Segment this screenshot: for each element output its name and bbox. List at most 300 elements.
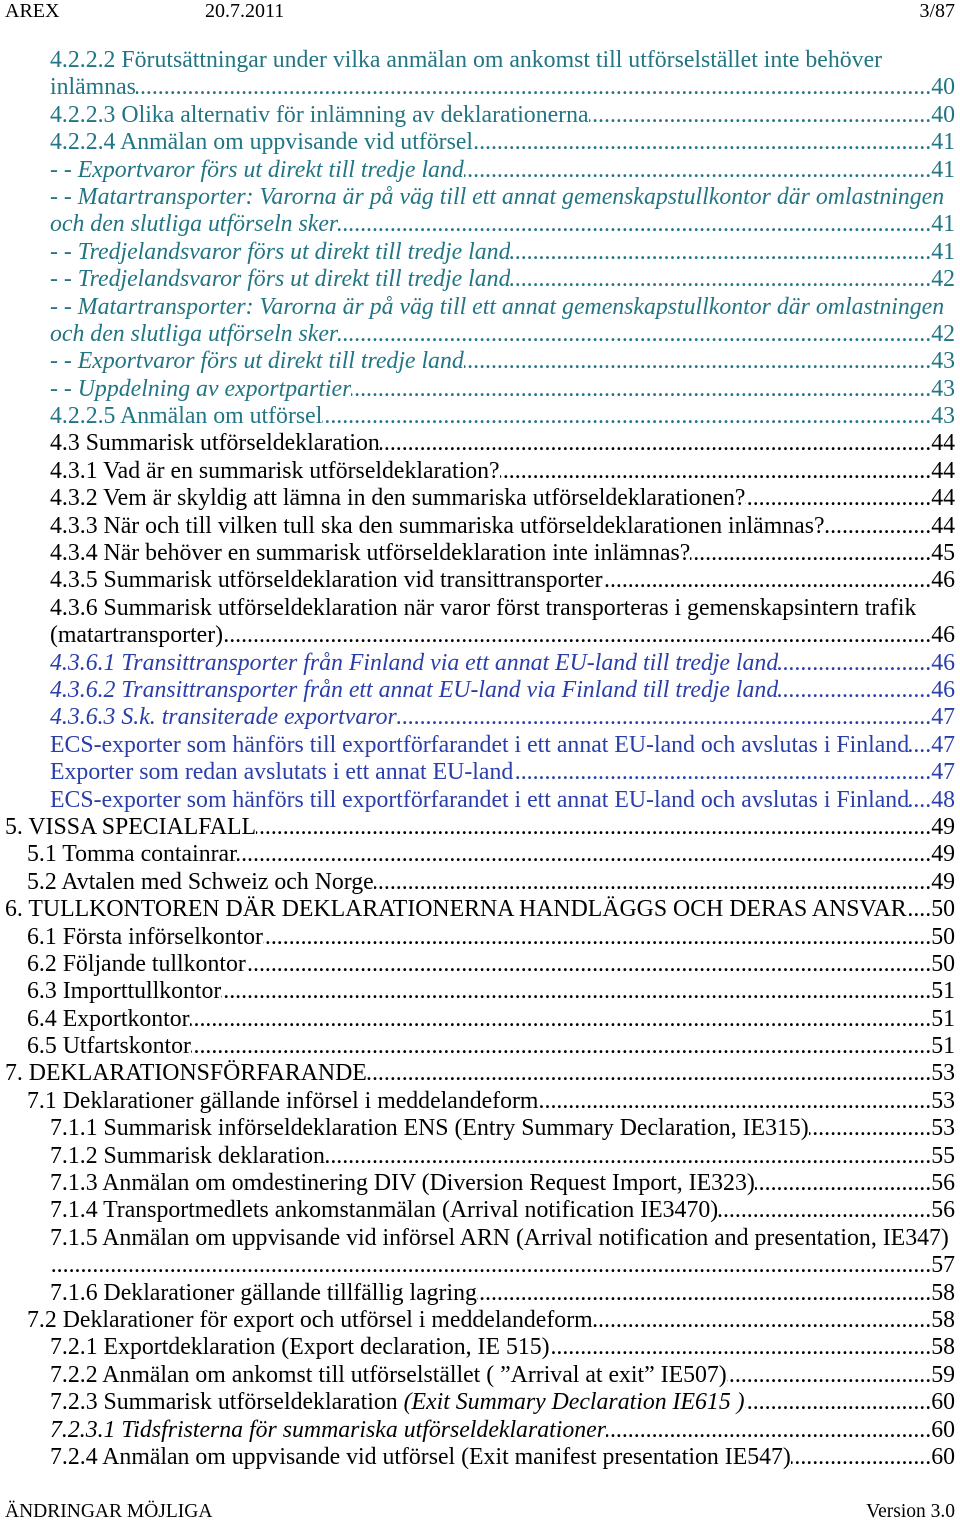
toc-entry-text [27,869,374,896]
toc-entry-line [50,567,955,594]
toc-entry[interactable] [0,430,960,457]
toc-entry-text [50,403,322,430]
toc-leader-dots [351,376,931,403]
toc-page-number: 55 [931,1142,955,1169]
toc-leader-dots [745,1389,932,1416]
toc-entry-title: 7.2.4 Anmälan om uppvisande vid utförsel (Exit manifest presentation IE547) [50,1443,791,1470]
toc-page-number: 41 [931,211,955,238]
toc-leader-dots [538,1088,931,1115]
toc-leader-dots [338,321,931,348]
toc-page-number: 41 [931,129,955,156]
toc-entry[interactable] [0,129,960,156]
toc-entry-title: 6.4 Exportkontor [27,1005,190,1032]
toc-entry-line [50,1444,955,1471]
toc-entry-line [50,513,955,540]
toc-entry-line [50,348,955,375]
toc-entry-title: 7.1.2 Summarisk deklaration [50,1142,325,1169]
toc-page-number: 43 [931,375,955,402]
toc-leader-dots [745,485,931,512]
toc-entry-line [50,1225,955,1252]
toc-entry-title: 4.2.2.3 Olika alternativ för inlämning av deklarationerna [50,101,589,128]
toc-entry-text [50,759,513,786]
toc-entry[interactable] [0,540,960,567]
toc-leader-dots [593,1307,932,1334]
toc-entry-title: 4.2.2.5 Anmälan om utförsel [50,403,323,430]
toc-entry[interactable] [0,1389,960,1416]
toc-entry-title: 7.2.3 Summarisk utförseldeklaration [50,1389,398,1416]
toc-leader-dots [510,266,931,293]
toc-leader-dots [223,622,931,649]
toc-leader-dots [374,869,931,896]
toc-entry-line [50,1334,955,1361]
toc-entry-text [50,677,778,704]
toc-leader-dots [718,1197,931,1224]
toc-entry[interactable] [0,157,960,184]
toc-entry-text [50,567,603,594]
toc-entry-title: - - Uppdelning av exportpartier [50,375,352,402]
toc-entry-line [50,458,955,485]
toc-leader-dots [246,951,931,978]
toc-entry-title: 7.2 Deklarationer för export och utförsel i meddelandeform [27,1306,593,1333]
toc-entry-title: 4.3.5 Summarisk utförseldeklaration vid transittransporter [50,567,603,594]
toc-leader-dots [755,1170,931,1197]
toc-entry-title: - - Matartransporter: Varorna är på väg till ett annat gemenskapstullkontor där omlastningen [50,183,945,210]
toc-leader-dots [589,102,932,129]
toc-entry-title: 4.2.2.4 Anmälan om uppvisande vid utförsel [50,129,473,156]
toc-entry[interactable] [0,294,960,349]
toc-entry-line [50,184,955,211]
toc-entry-text [50,540,690,567]
toc-entry[interactable] [0,759,960,786]
toc-entry-text [50,1225,949,1252]
toc-entry-text [50,1362,727,1389]
toc-entry-line [50,1143,955,1170]
toc-page-number: 46 [931,649,955,676]
toc-entry-text [50,47,882,74]
toc-entry-text [50,1444,791,1471]
toc-page-number: 49 [931,841,955,868]
toc-page-number: 45 [931,540,955,567]
toc-entry[interactable] [0,732,960,759]
toc-entry-title: 6.1 Första införselkontor [27,923,263,950]
toc-entry[interactable] [0,102,960,129]
toc-entry[interactable] [0,567,960,594]
toc-entry-title: (matartransporter) [50,622,224,649]
toc-leader-dots [338,211,931,238]
toc-page-number: 44 [931,457,955,484]
document-header-page-number: 3/87 [919,0,955,22]
toc-entry-text [50,787,909,814]
toc-entry-line [50,403,955,430]
toc-page-number: 56 [931,1197,955,1224]
toc-entry-text [50,430,380,457]
toc-entry-title: - - Tredjelandsvaror förs ut direkt till tredje land [50,266,511,293]
toc-entry-line [50,540,955,567]
toc-page-number: 60 [931,1389,955,1416]
toc-entry[interactable] [0,348,960,375]
toc-entry-text [50,1280,477,1307]
toc-leader-dots [778,677,931,704]
toc-page-number: 51 [931,1033,955,1060]
toc-entry-title: 7.1.4 Transportmedlets ankomstanmälan (Arrival notification IE3470) [50,1197,719,1224]
toc-entry-title: 7.2.2 Anmälan om ankomst till utförselstället ( ”Arrival at exit” IE507) [50,1361,727,1388]
toc-page-number: 41 [931,238,955,265]
toc-entry-text [50,1417,606,1444]
toc-page-number: 42 [931,320,955,347]
toc-entry-text [50,622,223,649]
toc-leader-dots [221,978,931,1005]
toc-entry-line [5,1060,955,1087]
toc-entry[interactable] [0,47,960,102]
toc-entry[interactable] [0,485,960,512]
toc-entry-title: 4.3.2 Vem är skyldig att lämna in den summariska utförseldeklarationen? [50,485,746,512]
toc-page-number: 50 [931,923,955,950]
toc-entry-title: 7. DEKLARATIONSFÖRFARANDE [5,1060,367,1087]
toc-page-number: 47 [931,759,955,786]
toc-entry-text [50,211,338,238]
toc-entry-line [50,485,955,512]
toc-page-number: 47 [931,731,955,758]
toc-entry-text [50,1115,809,1142]
toc-leader-dots [397,704,931,731]
toc-leader-dots [606,1417,931,1444]
toc-entry-title: 6.3 Importtullkontor [27,978,222,1005]
toc-entry-line [5,814,955,841]
toc-entry[interactable] [0,677,960,704]
toc-page-number: 57 [931,1252,955,1279]
toc-entry[interactable] [0,704,960,731]
toc-entry-text [5,896,907,923]
toc-entry-text [27,924,263,951]
toc-leader-dots [690,540,931,567]
toc-leader-dots [603,567,932,594]
toc-leader-dots [50,1252,931,1279]
toc-entry[interactable] [0,1307,960,1334]
toc-entry-line [50,376,955,403]
toc-entry-title: 7.2.1 Exportdeklaration (Export declaration, IE 515) [50,1334,550,1361]
toc-page-number: 49 [931,868,955,895]
toc-entry-text [50,1334,550,1361]
toc-entry[interactable] [0,1033,960,1060]
toc-entry[interactable] [0,787,960,814]
toc-leader-dots [550,1334,932,1361]
toc-entry-line [50,595,955,622]
toc-page-number: 58 [931,1306,955,1333]
toc-entry-line [50,677,955,704]
toc-entry[interactable] [0,869,960,896]
toc-entry-text [50,294,944,321]
toc-entry-title: 4.3.6.3 S.k. transiterade exportvaror [50,704,397,731]
toc-entry-title: 7.1.6 Deklarationer gällande tillfällig lagring [50,1279,477,1306]
toc-entry-title: - - Exportvaror förs ut direkt till tredje land [50,156,464,183]
toc-entry-title: 5. VISSA SPECIALFALL [5,813,257,840]
toc-page-number: 53 [931,1060,955,1087]
toc-page-number: 46 [931,567,955,594]
toc-page-number: 53 [931,1115,955,1142]
toc-entry-line [27,869,955,896]
toc-entry[interactable] [0,184,960,239]
toc-entry-title: 4.3.4 När behöver en summarisk utförseldeklaration inte inlämnas? [50,540,691,567]
toc-entry-text [50,732,909,759]
toc-entry[interactable] [0,924,960,951]
toc-entry-text [50,184,944,211]
toc-leader-dots [909,787,931,814]
toc-entry-line [50,102,955,129]
toc-entry[interactable] [0,1170,960,1197]
toc-leader-dots [256,814,931,841]
toc-entry-text [50,376,351,403]
toc-page-number: 51 [931,978,955,1005]
toc-page-number: 58 [931,1279,955,1306]
toc-entry[interactable] [0,595,960,650]
toc-entry-continuation-line [50,1252,955,1279]
toc-page-number: 50 [931,896,955,923]
toc-entry-line [27,1307,955,1334]
toc-leader-dots [513,759,931,786]
toc-entry-text [50,266,510,293]
toc-entry-text [50,157,464,184]
toc-entry-line [50,1362,955,1389]
toc-entry[interactable] [0,239,960,266]
toc-entry-text [50,102,589,129]
toc-leader-dots [510,239,931,266]
toc-entry-text [50,1143,325,1170]
toc-entry-line [50,650,955,677]
toc-entry[interactable] [0,1060,960,1087]
toc-entry-text [50,348,464,375]
toc-leader-dots [325,1143,931,1170]
toc-entry-text [27,978,221,1005]
toc-entry-text [50,239,510,266]
toc-entry-title: - - Matartransporter: Varorna är på väg till ett annat gemenskapstullkontor där omlastningen [50,293,945,320]
toc-entry-title: och den slutliga utförseln sker [50,211,339,238]
toc-entry-line [50,1170,955,1197]
toc-entry-line [50,787,955,814]
toc-entry[interactable] [0,458,960,485]
toc-entry[interactable] [0,814,960,841]
toc-entry[interactable] [0,1143,960,1170]
toc-entry-line [50,1389,955,1416]
toc-entry-title: 4.3.3 När och till vilken tull ska den summariska utförseldeklarationen inlämnas? [50,512,825,539]
toc-entry-line [50,732,955,759]
toc-page-number: 60 [931,1416,955,1443]
toc-entry[interactable] [0,896,960,923]
toc-entry-line [50,157,955,184]
toc-entry-title: 7.1 Deklarationer gällande införsel i meddelandeform [27,1087,539,1114]
toc-page-number: 46 [931,622,955,649]
toc-entry-text [27,1033,191,1060]
toc-entry-line [5,896,955,923]
toc-entry-text [50,595,916,622]
toc-entry-continuation-line [50,321,955,348]
toc-leader-dots [727,1362,931,1389]
toc-entry-title: 4.3.6 Summarisk utförseldeklaration när varor först transporteras i gemenskapsintern trafik [50,594,917,621]
toc-entry[interactable] [0,1334,960,1361]
toc-entry-title: 7.2.3.1 Tidsfristerna för summariska utförseldeklarationer [50,1416,606,1443]
document-header-title: AREX [5,0,60,22]
toc-entry[interactable] [0,841,960,868]
toc-page-number: 40 [931,74,955,101]
toc-page-number: 60 [931,1443,955,1470]
toc-entry-text [50,129,473,156]
toc-entry-title: 4.3.1 Vad är en summarisk utförseldeklaration? [50,457,500,484]
toc-page-number: 49 [931,813,955,840]
toc-entry-text [50,704,397,731]
toc-entry-text [5,1060,367,1087]
toc-entry-text [50,1197,718,1224]
toc-leader-dots [263,924,931,951]
toc-entry-line [50,704,955,731]
toc-entry-line [27,978,955,1005]
toc-entry-line [27,951,955,978]
toc-page-number: 44 [931,430,955,457]
toc-entry-text [50,513,825,540]
toc-entry[interactable] [0,1417,960,1444]
toc-entry-line [50,759,955,786]
toc-page-number: 51 [931,1005,955,1032]
toc-page-number: 41 [931,156,955,183]
toc-entry-text [27,841,237,868]
toc-leader-dots [136,74,931,101]
toc-page-number: 43 [931,348,955,375]
toc-entry-line [50,430,955,457]
toc-entry-text [50,1389,745,1416]
toc-entry-title: 4.2.2.2 Förutsättningar under vilka anmälan om ankomst till utförselstället inte behöver [50,47,883,73]
toc-entry-text [50,650,778,677]
toc-entry-title: 7.1.3 Anmälan om omdestinering DIV (Diversion Request Import, IE323) [50,1170,755,1197]
toc-leader-dots [909,732,931,759]
toc-entry-text [50,74,136,101]
toc-page-number: 47 [931,704,955,731]
toc-entry-text [50,485,745,512]
toc-page-number: 44 [931,512,955,539]
toc-entry-line [27,924,955,951]
toc-entry-text [50,321,338,348]
toc-entry-title: - - Tredjelandsvaror förs ut direkt till tredje land [50,238,511,265]
toc-entry-line [50,266,955,293]
toc-entry-text [50,1170,755,1197]
toc-leader-dots [322,403,931,430]
toc-page-number: 58 [931,1334,955,1361]
toc-leader-dots [191,1033,931,1060]
toc-entry-title: och den slutliga utförseln sker [50,320,339,347]
toc-entry[interactable] [0,1197,960,1224]
toc-entry-title: 6.5 Utfartskontor [27,1033,191,1060]
toc-entry[interactable] [0,266,960,293]
toc-leader-dots [237,841,931,868]
toc-entry-line [50,1280,955,1307]
toc-entry-title: 4.3 Summarisk utförseldeklaration [50,430,380,457]
toc-page-number: 48 [931,786,955,813]
toc-leader-dots [477,1280,931,1307]
document-header-date: 20.7.2011 [205,0,285,22]
toc-entry-title: 6. TULLKONTOREN DÄR DEKLARATIONERNA HANDLÄGGS OCH DERAS ANSVAR [5,896,907,923]
toc-entry-title: 5.1 Tomma containrar [27,841,238,868]
toc-entry-line [50,129,955,156]
toc-page-number: 43 [931,403,955,430]
toc-entry-line [27,841,955,868]
document-footer-notice: ÄNDRINGAR MÖJLIGA [5,1501,213,1522]
toc-entry[interactable] [0,1280,960,1307]
toc-leader-dots [380,430,931,457]
toc-entry-title: - - Exportvaror förs ut direkt till tredje land [50,348,464,375]
toc-entry-text [27,1088,538,1115]
toc-entry-title-italic-part: (Exit Summary Declaration IE615 ) [403,1389,745,1416]
toc-entry-line [50,1417,955,1444]
toc-entry-title: Exporter som redan avslutats i ett annat EU-land [50,759,514,786]
toc-leader-dots [367,1060,931,1087]
toc-entry[interactable] [0,1088,960,1115]
toc-page-number: 46 [931,676,955,703]
toc-entry-text [27,1307,593,1334]
toc-entry[interactable] [0,951,960,978]
toc-entry-text [27,951,246,978]
document-footer-version: Version 3.0 [866,1501,955,1522]
toc-entry[interactable] [0,1006,960,1033]
toc-entry-line [27,1088,955,1115]
toc-leader-dots [778,650,931,677]
toc-entry-title: 6.2 Följande tullkontor [27,950,246,977]
toc-leader-dots [825,513,932,540]
toc-entry-line [50,1197,955,1224]
toc-leader-dots [907,896,932,923]
toc-entry-text [27,1006,190,1033]
toc-page-number: 53 [931,1087,955,1114]
toc-entry[interactable] [0,1444,960,1471]
toc-entry-title: ECS-exporter som hänförs till exportförfarandet i ett annat EU-land och avslutas i Finland [50,786,910,813]
toc-entry-continuation-line [50,74,955,101]
toc-entry-title: 7.1.5 Anmälan om uppvisande vid införsel ARN (Arrival notification and presentation, IE347) [50,1224,949,1251]
toc-page-number: 56 [931,1170,955,1197]
toc-entry[interactable] [0,403,960,430]
toc-leader-dots [464,157,931,184]
toc-leader-dots [791,1444,931,1471]
toc-entry[interactable] [0,376,960,403]
toc-leader-dots [500,458,932,485]
toc-entry-title: inlämnas [50,74,136,101]
toc-entry-title: ECS-exporter som hänförs till exportförfarandet i ett annat EU-land och avslutas i Finland [50,731,910,758]
toc-entry[interactable] [0,513,960,540]
toc-entry[interactable] [0,650,960,677]
toc-leader-dots [473,129,931,156]
toc-entry-title: 5.2 Avtalen med Schweiz och Norge [27,868,374,895]
toc-entry-title: 4.3.6.2 Transittransporter från ett annat EU-land via Finland till tredje land [50,676,779,703]
toc-entry-continuation-line [50,211,955,238]
toc-entry[interactable] [0,1225,960,1280]
toc-page-number: 44 [931,485,955,512]
toc-entry-line [27,1033,955,1060]
toc-leader-dots [809,1115,932,1142]
toc-entry-text [50,458,500,485]
toc-entry-line [50,47,955,74]
toc-page-number: 50 [931,950,955,977]
toc-leader-dots [464,348,931,375]
toc-page-number: 42 [931,266,955,293]
toc-page-number: 40 [931,101,955,128]
toc-entry[interactable] [0,1362,960,1389]
toc-entry-line [50,239,955,266]
toc-entry-title: 4.3.6.1 Transittransporter från Finland via ett annat EU-land till tredje land [50,649,779,676]
toc-entry-text [5,814,256,841]
toc-page-number: 59 [931,1361,955,1388]
toc-entry-continuation-line [50,622,955,649]
toc-entry[interactable] [0,1115,960,1142]
toc-entry-line [50,1115,955,1142]
toc-entry-title: 7.1.1 Summarisk införseldeklaration ENS (Entry Summary Declaration, IE315) [50,1115,809,1142]
table-of-contents [0,47,960,1471]
toc-entry[interactable] [0,978,960,1005]
toc-entry-line [50,294,955,321]
